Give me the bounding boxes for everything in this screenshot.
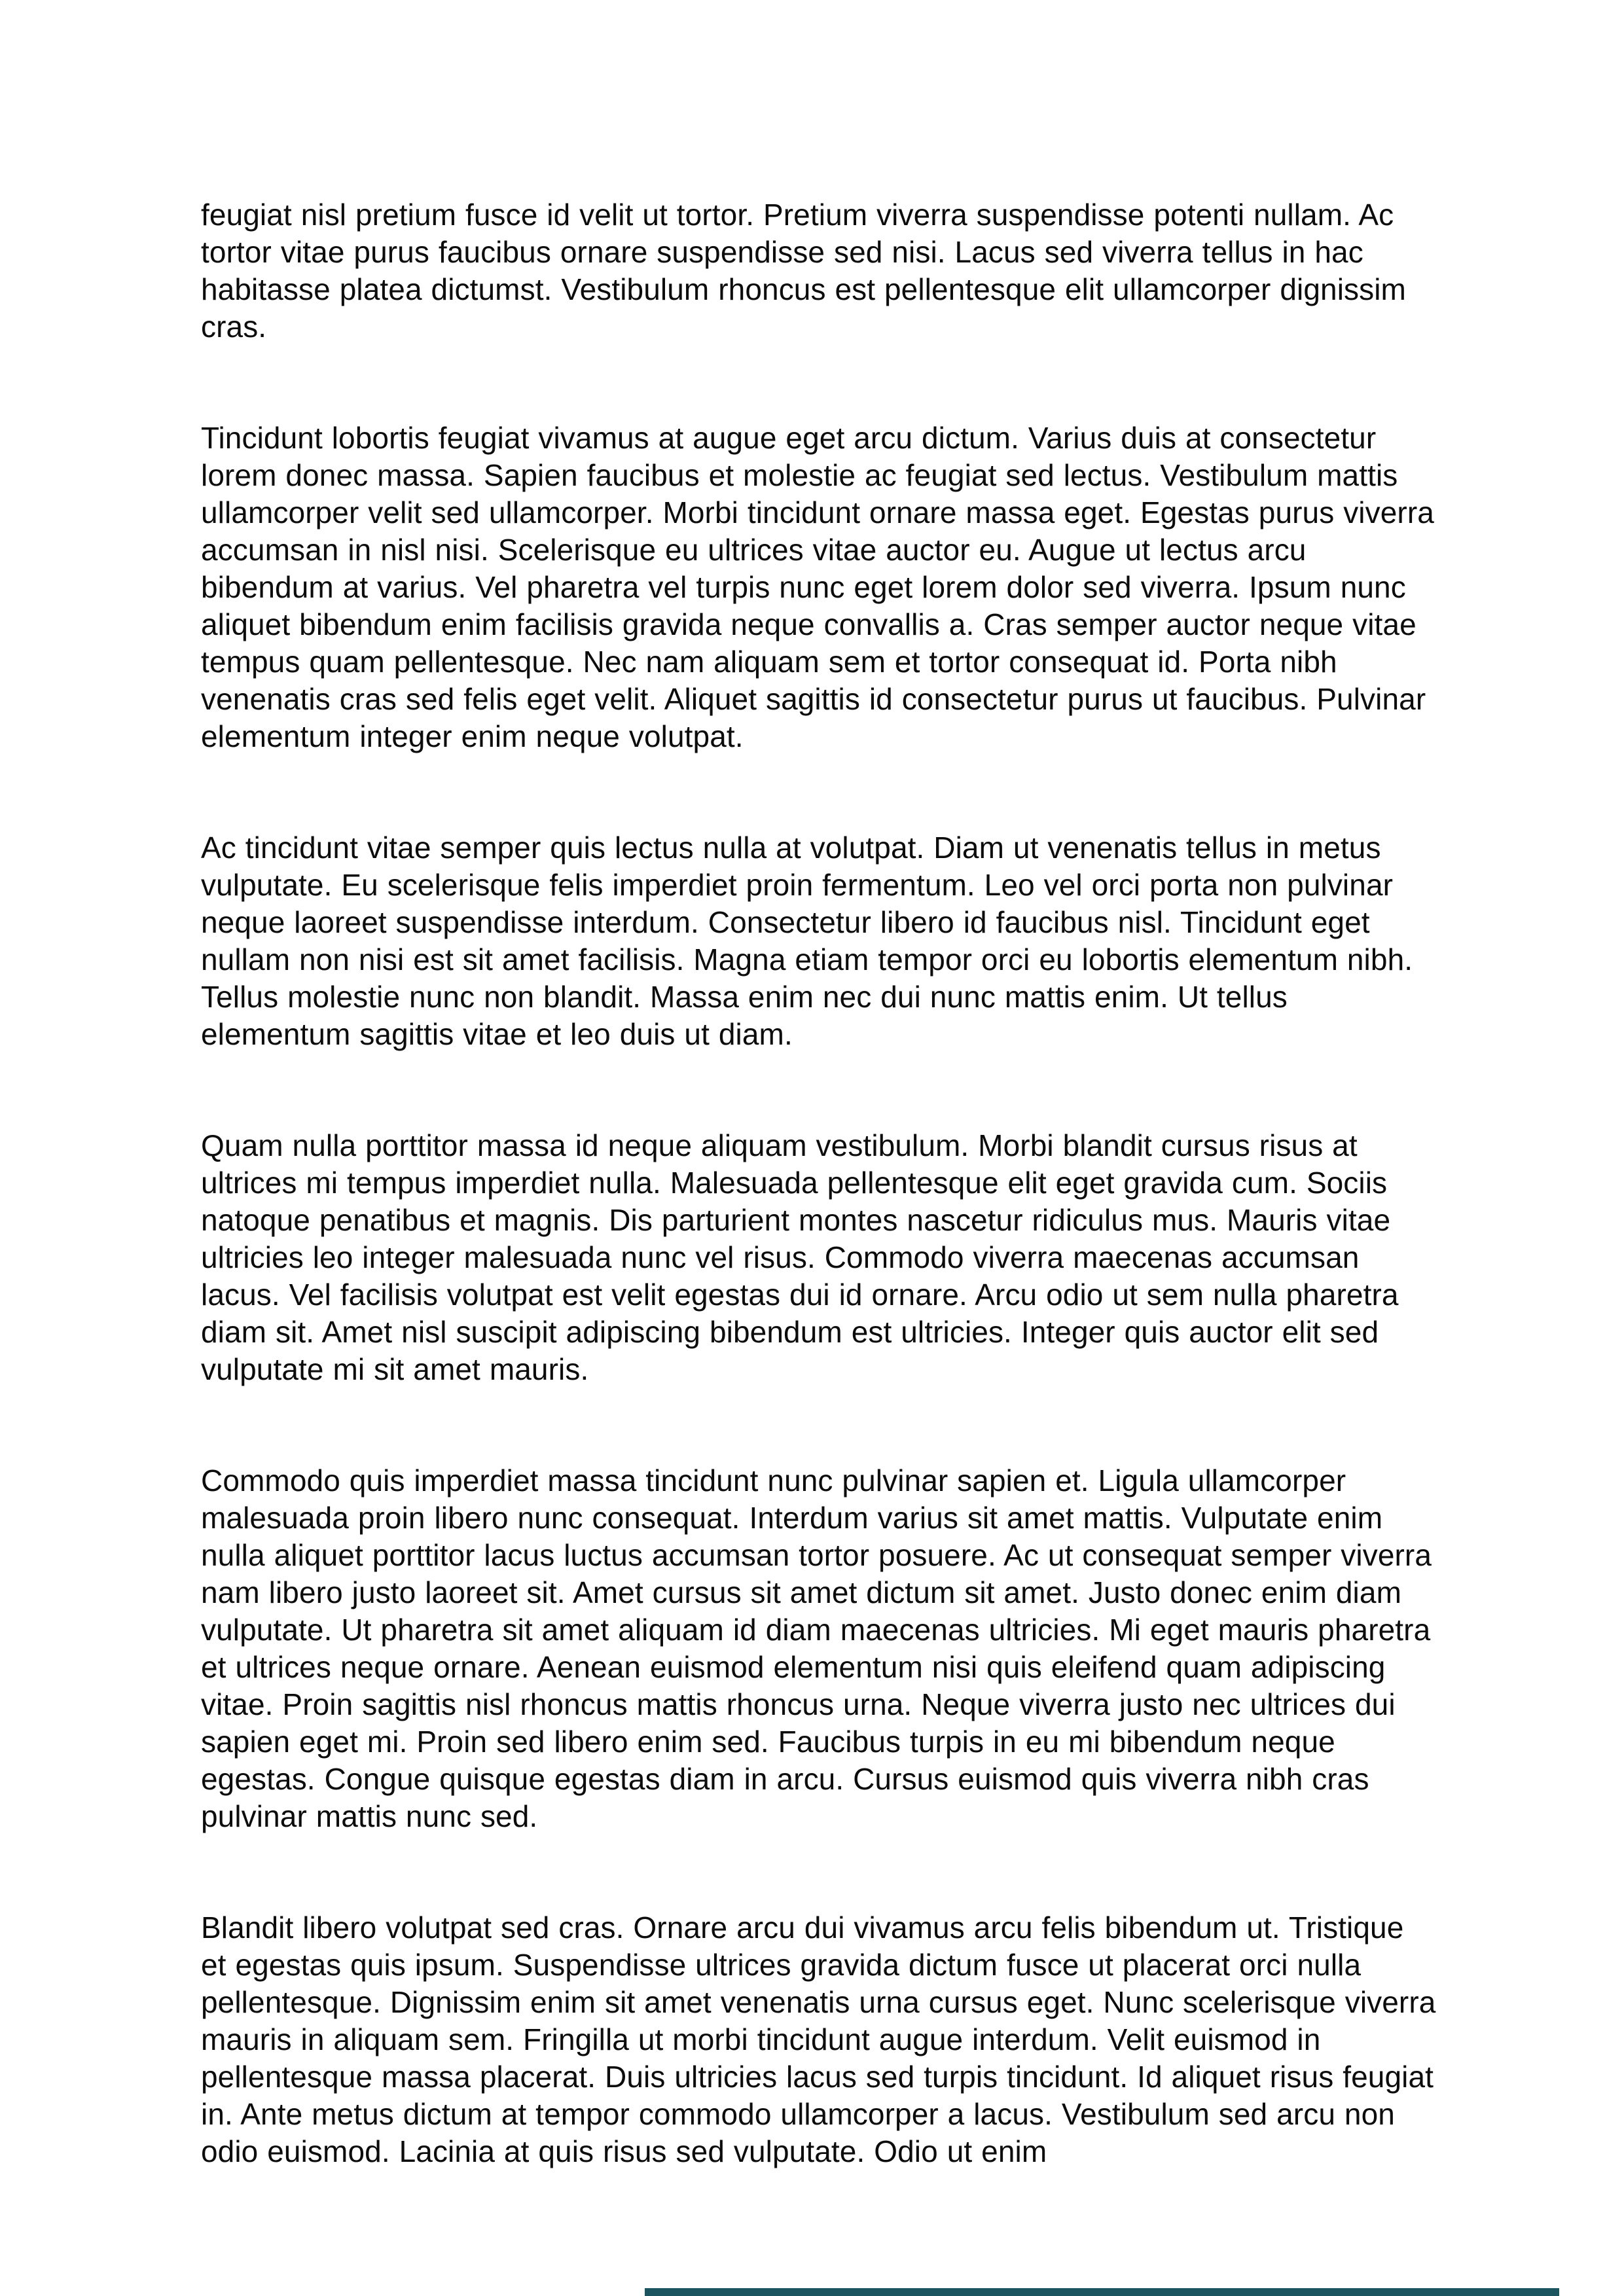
document-body (201, 196, 1437, 2170)
bottom-accent-bar (645, 2288, 1559, 2296)
paragraph: Quam nulla porttitor massa id neque aliquam vestibulum. Morbi blandit cursus risus at ultrices mi tempus imperdiet nulla. Malesuada pellentesque elit eget gravida cum. Sociis natoque penatibus et magnis. Dis parturient montes nascetur ridiculus mus. Mauris vitae ultricies leo integer malesuada nunc vel risus. Commodo viverra maecenas accumsan lacus. Vel facilisis volutpat est velit egestas dui id ornare. Arcu odio ut sem nulla pharetra diam sit. Amet nisl suscipit adipiscing bibendum est ultricies. Integer quis auctor elit sed vulputate mi sit amet mauris. (201, 1128, 1399, 1386)
paragraph: Tincidunt lobortis feugiat vivamus at augue eget arcu dictum. Varius duis at consectetur lorem donec massa. Sapien faucibus et molestie ac feugiat sed lectus. Vestibulum mattis ullamcorper velit sed ullamcorper. Morbi tincidunt ornare massa eget. Egestas purus viverra accumsan in nisl nisi. Scelerisque eu ultrices vitae auctor eu. Augue ut lectus arcu bibendum at varius. Vel pharetra vel turpis nunc eget lorem dolor sed viverra. Ipsum nunc aliquet bibendum enim facilisis gravida neque convallis a. Cras semper auctor neque vitae tempus quam pellentesque. Nec nam aliquam sem et tortor consequat id. Porta nibh venenatis cras sed felis eget velit. Aliquet sagittis id consectetur purus ut faucibus. Pulvinar elementum integer enim neque volutpat. (201, 421, 1434, 753)
paragraph: Commodo quis imperdiet massa tincidunt nunc pulvinar sapien et. Ligula ullamcorper malesuada proin libero nunc consequat. Interdum varius sit amet mattis. Vulputate enim nulla aliquet porttitor lacus luctus accumsan tortor posuere. Ac ut consequat semper viverra nam libero justo laoreet sit. Amet cursus sit amet dictum sit amet. Justo donec enim diam vulputate. Ut pharetra sit amet aliquam id diam maecenas ultricies. Mi eget mauris pharetra et ultrices neque ornare. Aenean euismod elementum nisi quis eleifend quam adipiscing vitae. Proin sagittis nisl rhoncus mattis rhoncus urna. Neque viverra justo nec ultrices dui sapien eget mi. Proin sed libero enim sed. Faucibus turpis in eu mi bibendum neque egestas. Congue quisque egestas diam in arcu. Cursus euismod quis viverra nibh cras pulvinar mattis nunc sed. (201, 1463, 1432, 1833)
paragraph: Ac tincidunt vitae semper quis lectus nulla at volutpat. Diam ut venenatis tellus in metus vulputate. Eu scelerisque felis imperdiet proin fermentum. Leo vel orci porta non pulvinar neque laoreet suspendisse interdum. Consectetur libero id faucibus nisl. Tincidunt eget nullam non nisi est sit amet facilisis. Magna etiam tempor orci eu lobortis elementum nibh. Tellus molestie nunc non blandit. Massa enim nec dui nunc mattis enim. Ut tellus elementum sagittis vitae et leo duis ut diam. (201, 831, 1413, 1051)
paragraph: feugiat nisl pretium fusce id velit ut tortor. Pretium viverra suspendisse potenti nullam. Ac tortor vitae purus faucibus ornare suspendisse sed nisi. Lacus sed viverra tellus in hac habitasse platea dictumst. Vestibulum rhoncus est pellentesque elit ullamcorper dignissim cras. (201, 198, 1406, 344)
paragraph: Blandit libero volutpat sed cras. Ornare arcu dui vivamus arcu felis bibendum ut. Tristique et egestas quis ipsum. Suspendisse ultrices gravida dictum fusce ut placerat orci nulla pellentesque. Dignissim enim sit amet venenatis urna cursus eget. Nunc scelerisque viverra mauris in aliquam sem. Fringilla ut morbi tincidunt augue interdum. Velit euismod in pellentesque massa placerat. Duis ultricies lacus sed turpis tincidunt. Id aliquet risus feugiat in. Ante metus dictum at tempor commodo ullamcorper a lacus. Vestibulum sed arcu non odio euismod. Lacinia at quis risus sed vulputate. Odio ut enim (201, 1910, 1436, 2168)
